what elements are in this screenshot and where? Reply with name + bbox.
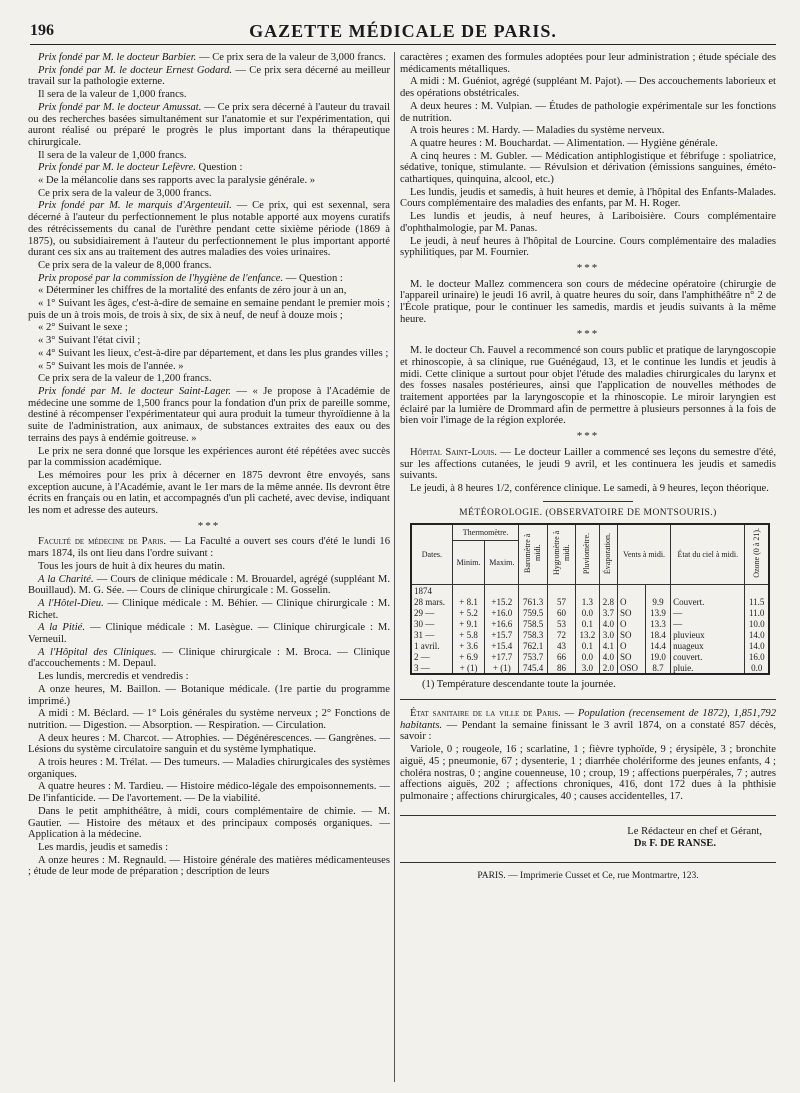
- prize-amussat: Prix fondé par M. le docteur Amussat. — Ce prix sera décerné à l'auteur du travail ou des recherches basées simultanément sur l'anatomie et sur l'expérimentation, qui auront réalisé ou préparé le progrès le plus important dans la thérapeutique chirurgicale.: [28, 101, 390, 148]
- cell-pluv: 0.1: [576, 618, 599, 629]
- col-hygrometre: Hygromètre à midi.: [547, 524, 575, 585]
- hopital-cliniques: A l'Hôpital des Cliniques. — Clinique chirurgicale : M. Broca. — Clinique d'accouchements : M. Depaul.: [28, 646, 390, 670]
- cell-pluv: 1.3: [576, 596, 599, 607]
- section-rule-2: [400, 699, 776, 700]
- cell-vf: 18.4: [645, 629, 670, 640]
- cell-max: +15.4: [485, 640, 519, 651]
- table-year: 1874: [411, 585, 452, 597]
- cell-ozone: 14.0: [745, 640, 769, 651]
- cell-baro: 762.1: [519, 640, 548, 651]
- cell-ozone: 16.0: [745, 651, 769, 662]
- cell-hyg: 66: [547, 651, 575, 662]
- memoires-notice: Les mémoires pour les prix à décerner en 1875 devront être envoyés, sans exception aucune, à l'Académie, avant le 1er mars de la même année. Ils devront être écrits en français ou en latin, et accompagnés d'un pli cacheté, avec devise, indiquant les nom et adresse des auteurs.: [28, 469, 390, 517]
- mallez-notice: M. le docteur Mallez commencera son cours de médecine opératoire (chirurgie de l'appareil urinaire) le jeudi 16 avril, à quatre heures du soir, dans l'amphithéâtre n° 2 de l'École pratique, pour le continuer les samedis, mardis et jeudis suivants à la même heure.: [400, 278, 776, 325]
- cell-hyg: 60: [547, 607, 575, 618]
- hygiene-item-2: « 2° Suivant le sexe ;: [38, 322, 128, 334]
- cell-evap: 4.1: [599, 640, 617, 651]
- cell-date: 31 —: [411, 629, 452, 640]
- col-thermometre: Thermomètre.: [452, 524, 519, 541]
- enfants-malades: Les lundis, jeudis et samedis, à huit heures et demie, à l'hôpital des Enfants-Malades. Cours complémentaire des maladies des enfants, par M. H. Roger.: [400, 186, 776, 210]
- cell-ozone: 11.0: [745, 607, 769, 618]
- page-number: 196: [30, 22, 54, 39]
- cell-max: +17.7: [485, 651, 519, 662]
- signature-line-2: Dr F. DE RANSE.: [633, 838, 716, 850]
- left-column: [28, 52, 390, 1088]
- cell-vent: O: [618, 640, 646, 651]
- cell-vf: 13.3: [645, 618, 670, 629]
- cell-date: 3 —: [411, 662, 452, 674]
- cell-hyg: 86: [547, 662, 575, 674]
- separator-stars-2: ***: [576, 328, 600, 341]
- cell-pluv: 0.0: [576, 607, 599, 618]
- cell-date: 2 —: [411, 651, 452, 662]
- cell-pluv: 0.1: [576, 640, 599, 651]
- faculte-days: Tous les jours de huit à dix heures du matin.: [38, 560, 225, 572]
- cell-pluv: 0.0: [576, 651, 599, 662]
- fauvel-notice: M. le docteur Ch. Fauvel a recommencé son cours public et pratique de laryngoscopie et rhinoscopie, à sa clinique, rue Guénégaud, 13, et le continue les lundis et jeudis à midi. Cette clinique a surtout pour objet l'étude des maladies chirurgicales du larynx et des fosses nasales postérieures, ainsi que l'application de nouvelles méthodes de traitement apportées par la laryngoscopie et la rhinoscopie. Le miroir laryngien est éclairé par la lumière de Drommard afin de permettre à plusieurs personnes à la fois de bien voir l'image de la région explorée.: [400, 345, 776, 427]
- hotel-dieu: A l'Hôtel-Dieu. — Clinique médicale : M. Béhier. — Clinique chirurgicale : M. Richet.: [28, 597, 390, 621]
- cell-max: +16.0: [485, 607, 519, 618]
- cell-min: + 5.2: [452, 607, 485, 618]
- cell-max: +16.6: [485, 618, 519, 629]
- cell-max: + (1): [485, 662, 519, 674]
- running-header: [30, 20, 776, 45]
- cell-vent: O: [618, 596, 646, 607]
- table-row: [411, 618, 769, 629]
- course-deux-2: A deux heures : M. Vulpian. — Études de pathologie expérimentale sur les fonctions de nutrition.: [400, 100, 776, 124]
- cell-pluv: 3.0: [576, 662, 599, 674]
- table-row: [411, 607, 769, 618]
- table-row: [411, 651, 769, 662]
- cell-ozone: 0.0: [745, 662, 769, 674]
- cell-etat: —: [671, 618, 745, 629]
- course-quatre: A quatre heures : M. Tardieu. — Histoire médico-légale des empoisonnements. — De l'infanticide. — De l'avortement. — De la viabilité.: [28, 781, 390, 805]
- cell-min: + 6.9: [452, 651, 485, 662]
- cell-vf: 8.7: [645, 662, 670, 674]
- cell-date: 1 avril.: [411, 640, 452, 651]
- cell-hyg: 57: [547, 596, 575, 607]
- cell-ozone: 11.5: [745, 596, 769, 607]
- meteorology-table: [410, 523, 770, 675]
- charite: A la Charité. — Cours de clinique médicale : M. Brouardel, agrégé (suppléant M. Bouillaud). M. G. Sée. — Cours de clinique chirurgicale : M. Gosselin.: [28, 573, 390, 597]
- hygiene-item-3: « 3° Suivant l'état civil ;: [38, 335, 141, 347]
- hygiene-item-1: « 1° Suivant les âges, c'est-à-dire de semaine en semaine pendant le premier mois ; puis de un à trois mois, de trois à six, de six à neuf, de neuf à douze mois ;: [28, 298, 390, 321]
- cell-vent: SO: [618, 607, 646, 618]
- table-row: [411, 640, 769, 651]
- cell-baro: 745.4: [519, 662, 548, 674]
- prize-hygiene: Prix proposé par la commission de l'hygiène de l'enfance. — Question :: [38, 272, 343, 284]
- saint-louis: Hôpital Saint-Louis. — Le docteur Lailler a commencé ses leçons du semestre d'été, sur les affections cutanées, le jeudi 9 avril, et les continuera les jeudis et samedis suivants.: [400, 446, 776, 482]
- cell-date: 29 —: [411, 607, 452, 618]
- table-row: [411, 662, 769, 674]
- course-midi-2: A midi : M. Guéniot, agrégé (suppléant M. Pajot). — Des accouchements laborieux et des opérations obstétricales.: [400, 76, 776, 100]
- section-rule-4: [400, 862, 776, 863]
- course-quatre-2: A quatre heures : M. Bouchardat. — Alimentation. — Hygiène générale.: [410, 137, 718, 149]
- cell-etat: couvert.: [671, 651, 745, 662]
- cell-baro: 753.7: [519, 651, 548, 662]
- cell-ozone: 14.0: [745, 629, 769, 640]
- prize-amussat-value: Il sera de la valeur de 1,000 francs.: [38, 149, 187, 161]
- cell-min: + (1): [452, 662, 485, 674]
- cell-baro: 758.5: [519, 618, 548, 629]
- days-mjs: Les mardis, jeudis et samedis :: [38, 842, 169, 853]
- cell-vent: SO: [618, 629, 646, 640]
- saint-lager-note: Le prix ne sera donné que lorsque les expériences auront été répétées avec succès par la commission académique.: [28, 445, 390, 469]
- meteorology-note: (1) Température descendante toute la journée.: [422, 679, 616, 691]
- cell-vf: 9.9: [645, 596, 670, 607]
- cell-hyg: 53: [547, 618, 575, 629]
- course-onze-2: A onze heures : M. Regnauld. — Histoire générale des matières médicamenteuses ; étude de leur mode de préparation ; description de leurs: [28, 854, 390, 878]
- days-lmv: Les lundis, mercredis et vendredis :: [38, 671, 189, 683]
- cell-baro: 758.3: [519, 629, 548, 640]
- separator-stars-1: ***: [576, 261, 600, 274]
- cell-pluv: 13.2: [576, 629, 599, 640]
- cell-vf: 19.0: [645, 651, 670, 662]
- pitie: A la Pitié. — Clinique médicale : M. Lasègue. — Clinique chirurgicale : M. Verneuil.: [28, 622, 390, 646]
- prize-barbier: Prix fondé par M. le docteur Barbier. — Ce prix sera de la valeur de 3,000 francs.: [38, 52, 386, 63]
- course-amphi: Dans le petit amphithéâtre, à midi, cours complémentaire de chimie. — M. Gautier. — Histoire des métaux et des principaux composés organiques. — Application à la médecine.: [28, 805, 390, 841]
- cell-etat: —: [671, 607, 745, 618]
- signature-line-1: Le Rédacteur en chef et Gérant,: [627, 825, 762, 837]
- course-onze: A onze heures, M. Baillon. — Botanique médicale. (1re partie du programme imprimé.): [28, 683, 390, 707]
- course-trois-2: A trois heures : M. Hardy. — Maladies du système nerveux.: [410, 125, 665, 137]
- col-ozone: Ozone (0 à 21).: [745, 524, 769, 585]
- cell-min: + 5.8: [452, 629, 485, 640]
- meteorology-title: MÉTÉOROLOGIE. (OBSERVATOIRE DE MONTSOURIS.): [459, 507, 717, 518]
- printer-line: PARIS. — Imprimerie Cusset et Ce, rue Montmartre, 123.: [477, 871, 699, 882]
- course-cinq-2: A cinq heures : M. Gubler. — Médication antiphlogistique et fébrifuge : spoliatrice, sédative, tonique, stimulante. — Révulsion et dérivation (émissions sanguines, éméto-cathartiques, quinquina, alcool, etc.): [400, 150, 776, 186]
- cell-evap: 2.8: [599, 596, 617, 607]
- prize-godard-value: Il sera de la valeur de 1,000 francs.: [38, 89, 187, 101]
- cell-evap: 4.0: [599, 651, 617, 662]
- prize-hygiene-value: Ce prix sera de la valeur de 1,200 francs.: [38, 373, 212, 385]
- prize-godard: Prix fondé par M. le docteur Ernest Godard. — Ce prix sera décerné au meilleur travail sur la pathologie externe.: [28, 64, 390, 88]
- lariboisiere: Les lundis et jeudis, à neuf heures, à Lariboisière. Cours complémentaire d'ophthalmologie, par M. Panas.: [400, 211, 776, 234]
- cell-etat: pluie.: [671, 662, 745, 674]
- etat-sanitaire-list: Variole, 0 ; rougeole, 16 ; scarlatine, 1 ; fièvre typhoïde, 9 ; érysipèle, 3 ; bronchite aiguë, 45 ; pneumonie, 67 ; dysenterie, 1 ; diarrhée cholériforme des jeunes enfants, 4 ; choléra nostras, 0 ; angine couenneuse, 10 ; croup, 19 ; affections puerpérales, 7 ; autres affections aiguës, 202 ; affections chroniques, 416, dont 172 dues à la phthisie pulmonaire ; affections chirurgicales, 40 ; causes accidentelles, 17.: [400, 744, 776, 802]
- separator-stars: ***: [197, 519, 221, 532]
- cell-date: 30 —: [411, 618, 452, 629]
- etat-sanitaire: État sanitaire de la ville de Paris. — Population (recensement de 1872), 1,851,792 habitants. — Pendant la semaine finissant le 3 avril 1874, on a constaté 857 décès, savoir :: [400, 708, 776, 743]
- section-rule-3: [400, 815, 776, 816]
- course-trois: A trois heures : M. Trélat. — Des tumeurs. — Maladies chirurgicales des systèmes organiques.: [28, 757, 390, 780]
- cell-evap: 3.0: [599, 629, 617, 640]
- cell-ozone: 10.0: [745, 618, 769, 629]
- cell-vf: 13.9: [645, 607, 670, 618]
- prize-lefevre-value: Ce prix sera de la valeur de 3,000 francs.: [38, 187, 212, 199]
- course-deux: A deux heures : M. Charcot. — Atrophies. — Dégénérescences. — Gangrènes. — Lésions du système circulatoire sanguin et du système lymphatique.: [28, 732, 390, 756]
- cell-vent: SO: [618, 651, 646, 662]
- cell-baro: 759.5: [519, 607, 548, 618]
- column-divider: [394, 52, 395, 1082]
- cell-hyg: 72: [547, 629, 575, 640]
- right-column: [400, 52, 776, 1088]
- lourcine: Le jeudi, à neuf heures à l'hôpital de Lourcine. Cours complémentaire des maladies syphilitiques, par M. Fournier.: [400, 235, 776, 259]
- cell-etat: pluvieux: [671, 629, 745, 640]
- cell-min: + 3.6: [452, 640, 485, 651]
- hygiene-item-5: « 5° Suivant les mois de l'année. »: [38, 360, 184, 372]
- prize-lefevre: Prix fondé par M. le docteur Lefèvre. Question :: [38, 162, 243, 174]
- course-midi: A midi : M. Béclard. — 1° Lois générales du système nerveux ; 2° Fonctions de nutrition. — Digestion. — Absorption. — Respiration. — Circulation.: [28, 708, 390, 731]
- prize-saint-lager: Prix fondé par M. le docteur Saint-Lager. — « Je propose à l'Académie de médecine une somme de 1,500 francs pour la fondation d'un prix de pareille somme, destiné à récompenser l'expérimentateur qui aura produit la tumeur thyroïdienne à la suite de l'administration, aux animaux, de substances extraites des eaux ou des terrains des pays à endémie goitreuse. »: [28, 385, 390, 444]
- hygiene-item-4: « 4° Suivant les lieux, c'est-à-dire par département, et dans les plus grandes villes ;: [38, 347, 389, 359]
- col-maxim: Maxim.: [485, 541, 519, 585]
- cell-max: +15.2: [485, 596, 519, 607]
- cell-date: 28 mars.: [411, 596, 452, 607]
- col-dates: Dates.: [411, 524, 452, 585]
- prize-argenteuil-value: Ce prix sera de la valeur de 8,000 francs.: [38, 259, 212, 271]
- prize-argenteuil: Prix fondé par M. le marquis d'Argenteuil. — Ce prix, qui est sexennal, sera décerné à l'auteur du perfectionnement le plus notable apporté aux moyens curatifs des rétrécissements du canal de l'urèthre pendant cette sixième période (1869 à 1875), ou subsidiairement à l'auteur du perfectionnement le plus important apporté durant ces six ans au traitement des autres maladies des voies urinaires.: [28, 200, 390, 259]
- journal-title: GAZETTE MÉDICALE DE PARIS.: [249, 21, 557, 41]
- table-row: [411, 629, 769, 640]
- col-pluviometre: Pluviomètre.: [576, 524, 599, 585]
- table-row: [411, 596, 769, 607]
- cell-evap: 2.0: [599, 662, 617, 674]
- col-etat: État du ciel à midi.: [671, 524, 745, 585]
- cell-vent: OSO: [618, 662, 646, 674]
- cell-etat: Couvert.: [671, 596, 745, 607]
- cell-baro: 761.3: [519, 596, 548, 607]
- col-evaporation: Évaporation.: [599, 524, 617, 585]
- cell-evap: 4.0: [599, 618, 617, 629]
- cell-evap: 3.7: [599, 607, 617, 618]
- cell-etat: nuageux: [671, 640, 745, 651]
- cell-vent: O: [618, 618, 646, 629]
- col-barometre: Baromètre à midi.: [519, 524, 548, 585]
- cell-vf: 14.4: [645, 640, 670, 651]
- col-vents: Vents à midi.: [618, 524, 671, 585]
- col-minim: Minim.: [452, 541, 485, 585]
- cell-min: + 9.1: [452, 618, 485, 629]
- continuation: caractères ; examen des formules adoptées pour leur administration ; étude spéciale des médicaments métalliques.: [400, 52, 776, 75]
- separator-stars-3: ***: [576, 430, 600, 443]
- cell-hyg: 43: [547, 640, 575, 651]
- cell-min: + 8.1: [452, 596, 485, 607]
- prize-lefevre-question: « De la mélancolie dans ses rapports avec la paralysie générale. »: [38, 175, 316, 187]
- hygiene-question: « Déterminer les chiffres de la mortalité des enfants de zéro jour à un an,: [38, 285, 347, 297]
- faculte-intro: Faculté de médecine de Paris. — La Faculté a ouvert ses cours d'été le lundi 16 mars 1874, ils ont lieu dans l'ordre suivant :: [28, 536, 390, 560]
- section-rule: [543, 501, 633, 502]
- saint-louis-2: Le jeudi, à 8 heures 1/2, conférence clinique. Le samedi, à 9 heures, leçon théorique.: [410, 482, 769, 494]
- cell-max: +15.7: [485, 629, 519, 640]
